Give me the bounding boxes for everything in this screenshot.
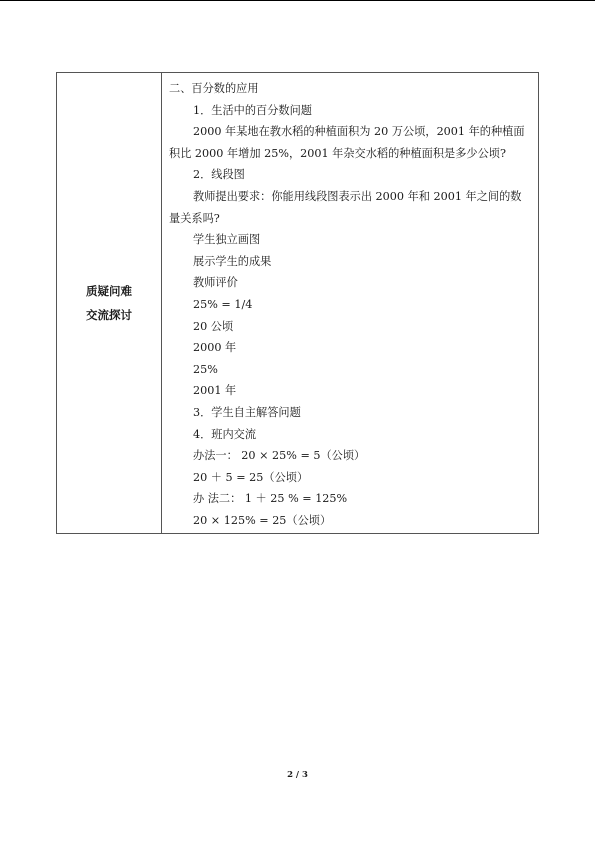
label-year-2000: 2000 年 — [193, 341, 237, 355]
item1-title: 1．生活中的百分数问题 — [193, 103, 312, 117]
lesson-table — [56, 72, 539, 534]
student-draw: 学生独立画图 — [193, 233, 261, 247]
label-20-hectares: 20 公顷 — [193, 319, 234, 333]
method2-line-2: 20 × 125% = 25（公顷） — [193, 513, 332, 527]
equation-quarter: 25% = 1/4 — [193, 297, 253, 311]
problem-line-1: 2000 年某地在教水稻的种植面积为 20 万公顷，2001 年的种植面 — [193, 125, 525, 139]
teacher-request-line-1: 教师提出要求：你能用线段图表示出 2000 年和 2001 年之间的数 — [193, 189, 522, 203]
show-results: 展示学生的成果 — [193, 254, 272, 268]
item3-title: 3．学生自主解答问题 — [193, 405, 301, 419]
item2-title: 2．线段图 — [193, 168, 245, 182]
stage-label-line2: 交流探讨 — [86, 308, 132, 322]
stage-label-line1: 质疑问难 — [86, 284, 132, 298]
teacher-request-line-2: 量关系吗? — [169, 211, 220, 225]
item4-title: 4．班内交流 — [193, 427, 257, 441]
section-heading: 二、百分数的应用 — [169, 82, 259, 95]
method1-line-2: 20 ＋ 5 = 25（公顷） — [193, 470, 309, 484]
stage-label-cell — [57, 73, 162, 533]
problem-line-2: 积比 2000 年增加 25%，2001 年杂交水稻的种植面积是多少公顷? — [169, 146, 506, 160]
method1-line-1: 办法一： 20 × 25% = 5（公顷） — [193, 449, 366, 463]
page-number: 2 / 3 — [287, 770, 308, 780]
method2-line-1: 办 法二： 1 ＋ 25 % = 125% — [193, 492, 348, 506]
label-year-2001: 2001 年 — [193, 384, 237, 398]
teacher-eval: 教师评价 — [193, 276, 238, 290]
top-rule — [0, 0, 595, 1]
label-25-percent: 25% — [193, 362, 218, 376]
content-cell — [162, 73, 538, 533]
